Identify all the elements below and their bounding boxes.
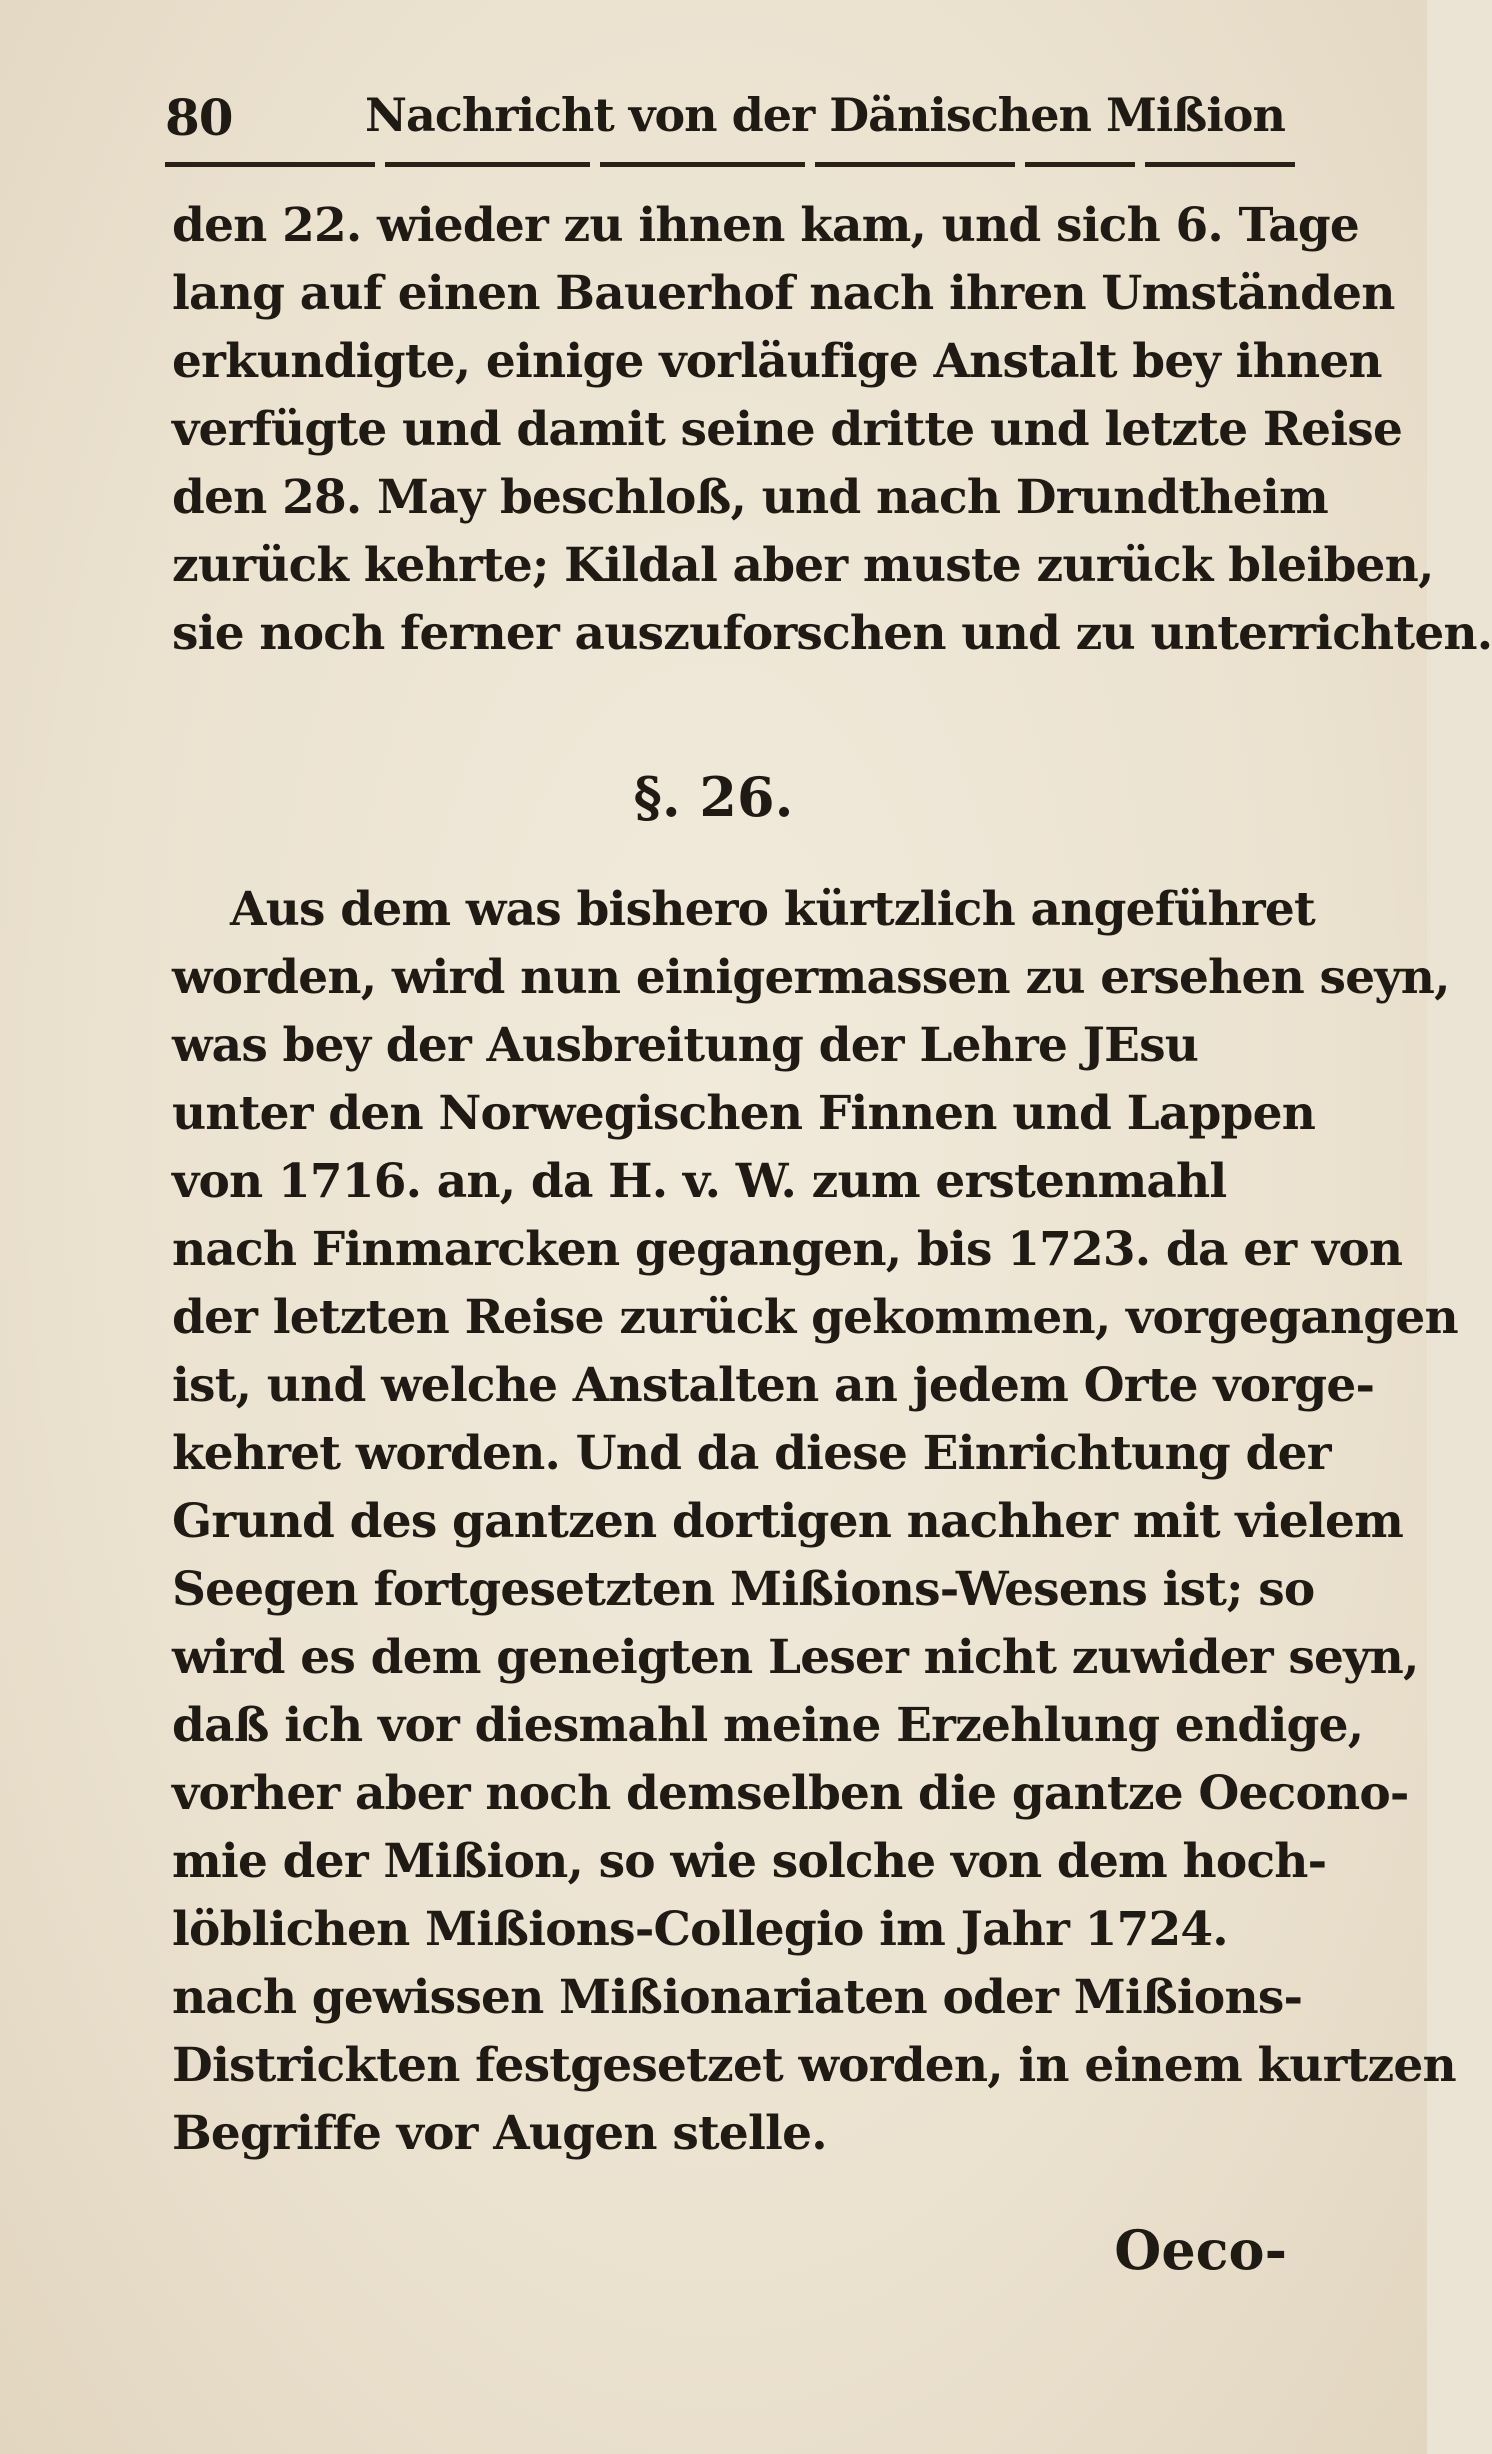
running-title: Nachricht von der Dänischen Mißion [365,88,1285,142]
text-line: der letzten Reise zurück gekommen, vorgegangen [172,1290,1458,1345]
header-rule [385,162,590,167]
text-line: ist, und welche Anstalten an jedem Orte vorge- [172,1358,1375,1413]
text-line: nach gewissen Mißionariaten oder Mißions- [172,1970,1303,2025]
text-line: kehret worden. Und da diese Einrichtung der [172,1426,1331,1481]
text-line: Seegen fortgesetzten Mißions-Wesens ist; so [172,1562,1315,1617]
text-line: den 28. May beschloß, und nach Drundtheim [172,470,1328,525]
text-line: unter den Norwegischen Finnen und Lappen [172,1086,1316,1141]
text-line: verfügte und damit seine dritte und letzte Reise [172,402,1403,457]
header-rule [600,162,805,167]
text-line: mie der Mißion, so wie solche von dem hoch- [172,1834,1327,1889]
text-line: sie noch ferner auszuforschen und zu unterrichten. [172,606,1492,661]
text-line: von 1716. an, da H. v. W. zum erstenmahl [172,1154,1227,1209]
text-line: Begriffe vor Augen stelle. [172,2106,827,2161]
page-number: 80 [165,88,233,147]
text-line: daß ich vor diesmahl meine Erzehlung endige, [172,1698,1364,1753]
header-rule [815,162,1015,167]
text-line: wird es dem geneigten Leser nicht zuwider seyn, [172,1630,1419,1685]
page-header [165,88,1295,148]
header-rule [1025,162,1135,167]
text-line: vorher aber noch demselben die gantze Oecono- [172,1766,1409,1821]
text-line: Grund des gantzen dortigen nachher mit vielem [172,1494,1404,1549]
text-line: löblichen Mißions-Collegio im Jahr 1724. [172,1902,1228,1957]
text-line: was bey der Ausbreitung der Lehre JEsu [172,1018,1199,1073]
text-line: zurück kehrte; Kildal aber muste zurück bleiben, [172,538,1434,593]
text-line: nach Finmarcken gegangen, bis 1723. da er von [172,1222,1403,1277]
text-line: den 22. wieder zu ihnen kam, und sich 6. Tage [172,198,1360,253]
paragraph-section-26 [172,876,1458,2168]
header-rule [1145,162,1295,167]
text-line: worden, wird nun einigermassen zu ersehen seyn, [172,950,1450,1005]
paragraph-continued [172,192,1492,668]
text-line: erkundigte, einige vorläufige Anstalt bey ihnen [172,334,1382,389]
catchword: Oeco- [1114,2218,1287,2282]
text-line: lang auf einen Bauerhof nach ihren Umständen [172,266,1395,321]
header-rule [165,162,375,167]
text-line: Aus dem was bishero kürtzlich angeführet [230,882,1315,937]
text-line: Districkten festgesetzet worden, in einem kurtzen [172,2038,1456,2093]
section-heading: §. 26. [633,765,794,829]
